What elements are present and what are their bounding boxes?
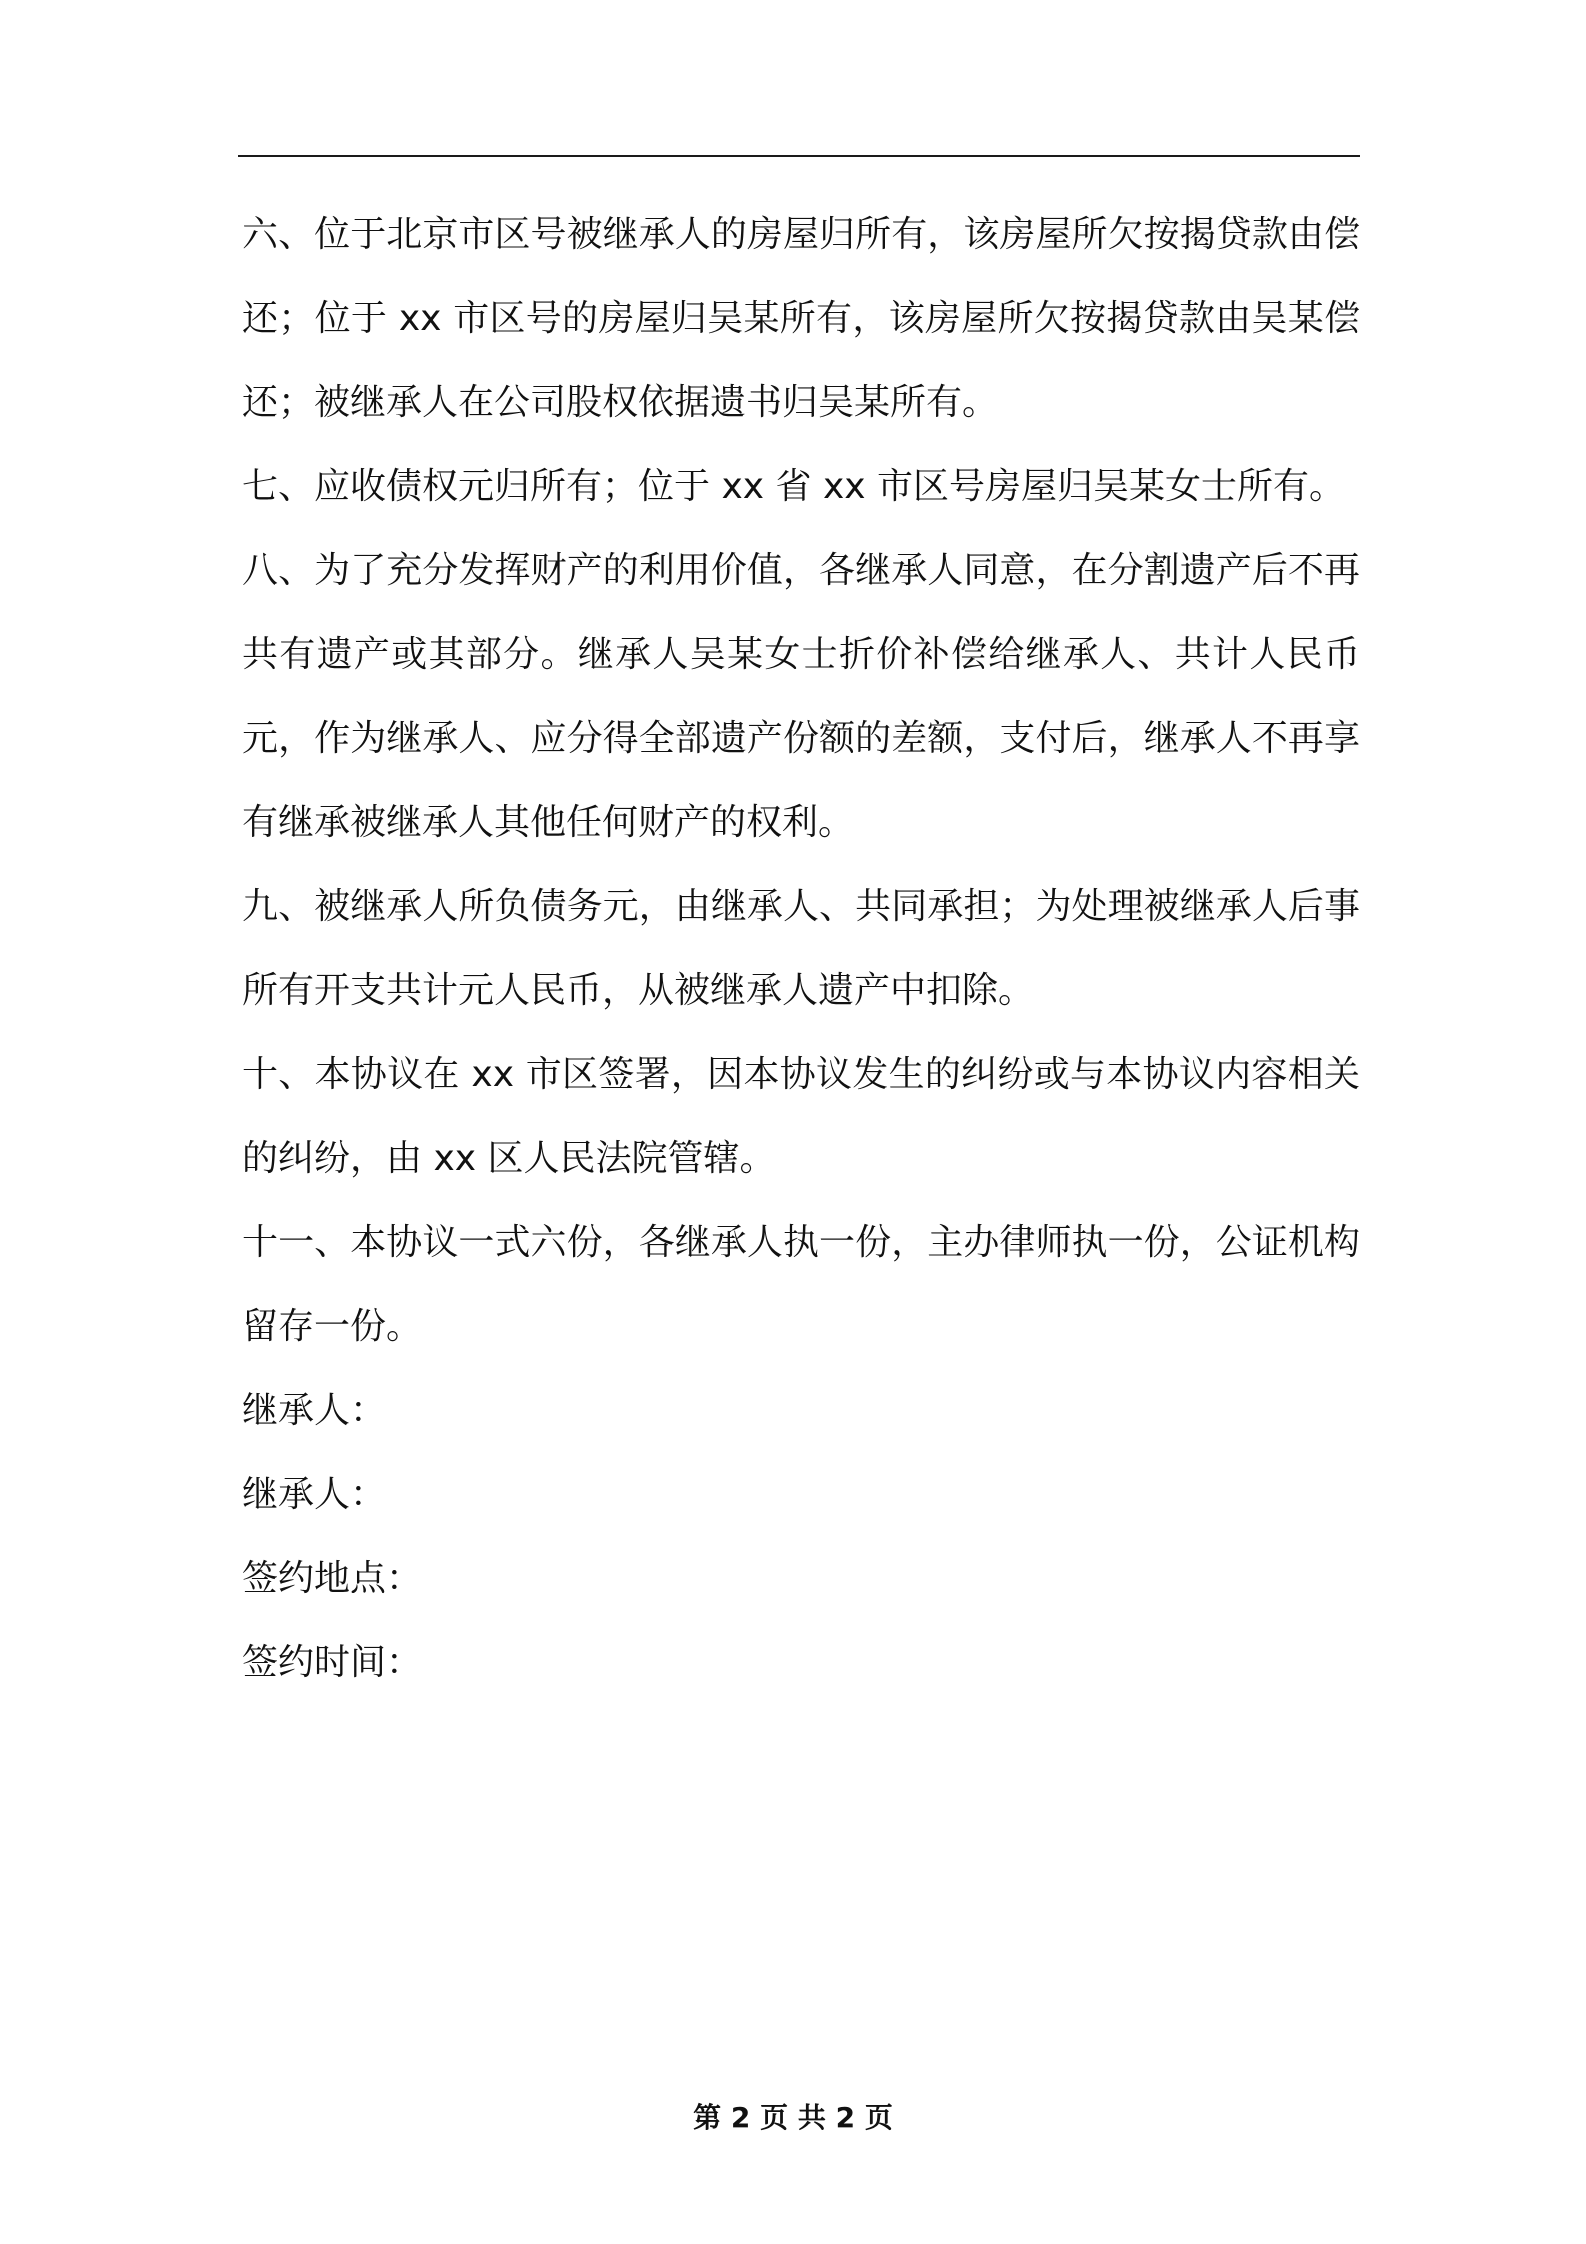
clause-10: 十、本协议在 xx 市区签署，因本协议发生的纠纷或与本协议内容相关的纠纷，由 xx 区人民法院管辖。 — [242, 1054, 1360, 1179]
signature-heir-2: 继承人： — [242, 1474, 387, 1515]
clause-11: 十一、本协议一式六份，各继承人执一份，主办律师执一份，公证机构留存一份。 — [242, 1222, 1360, 1347]
page-number: 第 2 页 共 2 页 — [693, 2101, 893, 2134]
signing-time: 签约时间： — [242, 1642, 423, 1683]
clause-9: 九、被继承人所负债务元，由继承人、共同承担；为处理被继承人后事所有开支共计元人民币，从被继承人遗产中扣除。 — [242, 886, 1360, 1011]
signature-heir-1: 继承人： — [242, 1390, 387, 1431]
signing-place: 签约地点： — [242, 1558, 423, 1599]
clause-7: 七、应收债权元归所有；位于 xx 省 xx 市区号房屋归吴某女士所有。 — [242, 466, 1345, 507]
clause-6: 六、位于北京市区号被继承人的房屋归所有，该房屋所欠按揭贷款由偿还；位于 xx 市区号的房屋归吴某所有，该房屋所欠按揭贷款由吴某偿还；被继承人在公司股权依据遗书归吴某所有。 — [242, 214, 1360, 423]
document-body — [242, 193, 1397, 1705]
clause-8: 八、为了充分发挥财产的利用价值，各继承人同意，在分割遗产后不再共有遗产或其部分。继承人吴某女士折价补偿给继承人、共计人民币 元，作为继承人、应分得全部遗产份额的差额，支付后，继承人不再享有继承被继承人其他任何财产的权利。 — [242, 550, 1397, 843]
header-rule — [238, 155, 1360, 157]
